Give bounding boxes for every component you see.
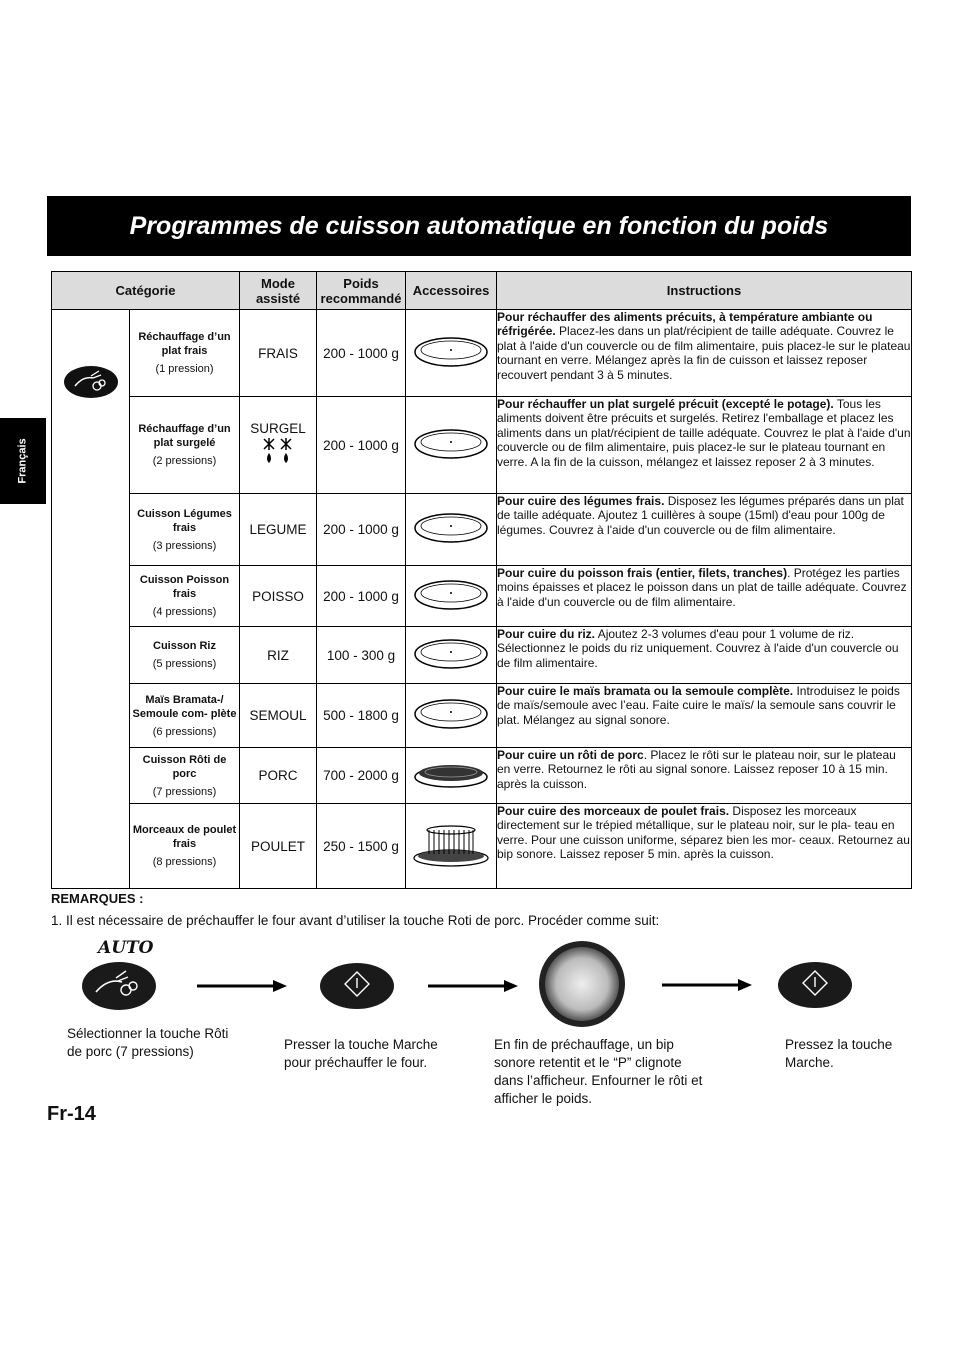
category-cell: Cuisson Rôti de porc (7 pressions) (130, 748, 240, 804)
turntable-icon (406, 310, 497, 397)
table-row (52, 748, 912, 804)
start-button-icon (777, 961, 853, 1009)
instruction-cell: Pour cuire du riz. Ajoutez 2-3 volumes d'eau pour 1 volume de riz. Sélectionnez le poids du riz uniquement. Couvrez à l'aide d'un couvercle ou de film alimentaire. (497, 627, 912, 684)
roast-pork-button-icon (80, 960, 158, 1012)
mode-cell: POULET (240, 804, 317, 889)
program-table (51, 271, 912, 889)
step-1-text: Sélectionner la touche Rôti de porc (7 pressions) (67, 1026, 229, 1059)
weight-cell: 200 - 1000 g (317, 494, 406, 566)
category-cell: Cuisson Légumes frais (3 pressions) (130, 494, 240, 566)
instruction-cell: Pour réchauffer un plat surgelé précuit (excepté le potage). Tous les aliments doivent être précuits et surgelés. Retirez l'emballage et placez les aliments dans un plat/récipient de taille adéquate. Couvrez le plat à l'aide d'un couvercle ou de film alimentaire, puis placez-le sur le plateau tournant en verre. A la fin de la cuisson, mélangez et laissez reposer 2 à 3 minutes. (497, 397, 912, 494)
mode-cell: SEMOUL (240, 684, 317, 748)
remark-1: 1. Il est nécessaire de préchauffer le four avant d’utiliser la touche Roti de porc. Procéder comme suit: (51, 913, 660, 928)
turntable-icon (406, 397, 497, 494)
auto-label: AUTO (98, 938, 154, 958)
weight-cell: 200 - 1000 g (317, 310, 406, 397)
step-4-text: Pressez la touche Marche. (785, 1037, 893, 1070)
start-button-icon (319, 962, 395, 1010)
header-mode: Mode assisté (240, 272, 317, 310)
header-accessoires: Accessoires (406, 272, 497, 310)
step-2-text: Presser la touche Marche pour préchauffer le four. (284, 1037, 438, 1070)
instruction-cell: Pour cuire un rôti de porc. Placez le rôti sur le plateau noir, sur le plateau en verre. Retournez le rôti au signal sonore. Laissez reposer 10 à 15 min. après la cuisson. (497, 748, 912, 804)
header-categorie: Catégorie (52, 272, 240, 310)
page-title: Programmes de cuisson automatique en fonction du poids (129, 211, 829, 240)
language-tab (0, 418, 46, 504)
mode-cell: SURGEL (240, 397, 317, 494)
instruction-cell: Pour cuire des légumes frais. Disposez les légumes préparés dans un plat de taille adéquate. Ajoutez 1 cuillères à soupe (15ml) d'eau pour 100g de légumes. Couvrez à l'aide d'un couvercle ou de film alimentaire. (497, 494, 912, 566)
category-cell: Morceaux de poulet frais (8 pressions) (130, 804, 240, 889)
turntable-icon (406, 566, 497, 627)
table-row (52, 684, 912, 748)
frozen-icon (261, 436, 295, 466)
table-row (52, 494, 912, 566)
weight-cell: 700 - 2000 g (317, 748, 406, 804)
category-cell: Réchauffage d’un plat surgelé (2 pressions) (130, 397, 240, 494)
arrow-icon (662, 977, 752, 993)
instruction-cell: Pour réchauffer des aliments précuits, à température ambiante ou réfrigérée. Placez-les dans un plat/récipient de taille adéquate. Couvrez le plat à l'aide d'un couvercle ou de film alimentaire, puis placez-le sur le plateau tournant en verre. Mélangez après la fin de cuisson et laissez reposer recouvert pendant 3 à 5 minutes. (497, 310, 912, 397)
table-row (52, 804, 912, 889)
mode-cell: RIZ (240, 627, 317, 684)
turntable-icon (406, 494, 497, 566)
page-number: Fr-14 (47, 1103, 96, 1125)
step-3-text: En fin de préchauffage, un bip sonore retentit et le “P” clignote dans l’afficheur. Enfourner le rôti et afficher le poids. (494, 1037, 703, 1106)
category-cell: Réchauffage d’un plat frais (1 pression) (130, 310, 240, 397)
instruction-cell: Pour cuire le maïs bramata ou la semoule complète. Introduisez le poids de maïs/semoule avec l’eau. Faite cuire le maïs/ la semoule sans couvrir le plat. Mélangez au signal sonore. (497, 684, 912, 748)
weight-cell: 250 - 1500 g (317, 804, 406, 889)
table-row (52, 627, 912, 684)
weight-cell: 200 - 1000 g (317, 397, 406, 494)
auto-weight-icon (61, 362, 121, 402)
remarks-title: REMARQUES : (51, 891, 144, 906)
header-poids: Poids recommandé (317, 272, 406, 310)
category-cell: Cuisson Poisson frais (4 pressions) (130, 566, 240, 627)
table-row (52, 397, 912, 494)
header-instructions: Instructions (497, 272, 912, 310)
display-dial-icon (538, 940, 626, 1028)
weight-cell: 100 - 300 g (317, 627, 406, 684)
category-cell: Cuisson Riz (5 pressions) (130, 627, 240, 684)
weight-cell: 500 - 1800 g (317, 684, 406, 748)
mode-cell: LEGUME (240, 494, 317, 566)
rack-icon (406, 804, 497, 889)
instruction-cell: Pour cuire du poisson frais (entier, filets, tranches). Protégez les parties moins épaisses et placez le poisson dans un plat de taille adéquate. Couvrez à l'aide d'un couvercle ou de film alimentaire. (497, 566, 912, 627)
auto-icon-cell (52, 310, 130, 889)
table-row (52, 310, 912, 397)
table-header-row (52, 272, 912, 310)
table-row (52, 566, 912, 627)
language-tab-label: Français (17, 438, 29, 484)
turntable-icon (406, 684, 497, 748)
category-cell: Maïs Bramata-/ Semoule com- plète (6 pressions) (130, 684, 240, 748)
weight-cell: 200 - 1000 g (317, 566, 406, 627)
arrow-icon (428, 978, 518, 994)
black-tray-icon (406, 748, 497, 804)
title-bar (47, 196, 911, 256)
arrow-icon (197, 978, 287, 994)
mode-cell: POISSO (240, 566, 317, 627)
mode-cell: FRAIS (240, 310, 317, 397)
instruction-cell: Pour cuire des morceaux de poulet frais. Disposez les morceaux directement sur le trépied métallique, sur le plateau noir, sur le pla- teau en verre. Pour une cuisson uniforme, séparez bien les mor- ceaux. Retournez au bip sonore. Laissez reposer 5 min. après la cuisson. (497, 804, 912, 889)
turntable-icon (406, 627, 497, 684)
mode-cell: PORC (240, 748, 317, 804)
